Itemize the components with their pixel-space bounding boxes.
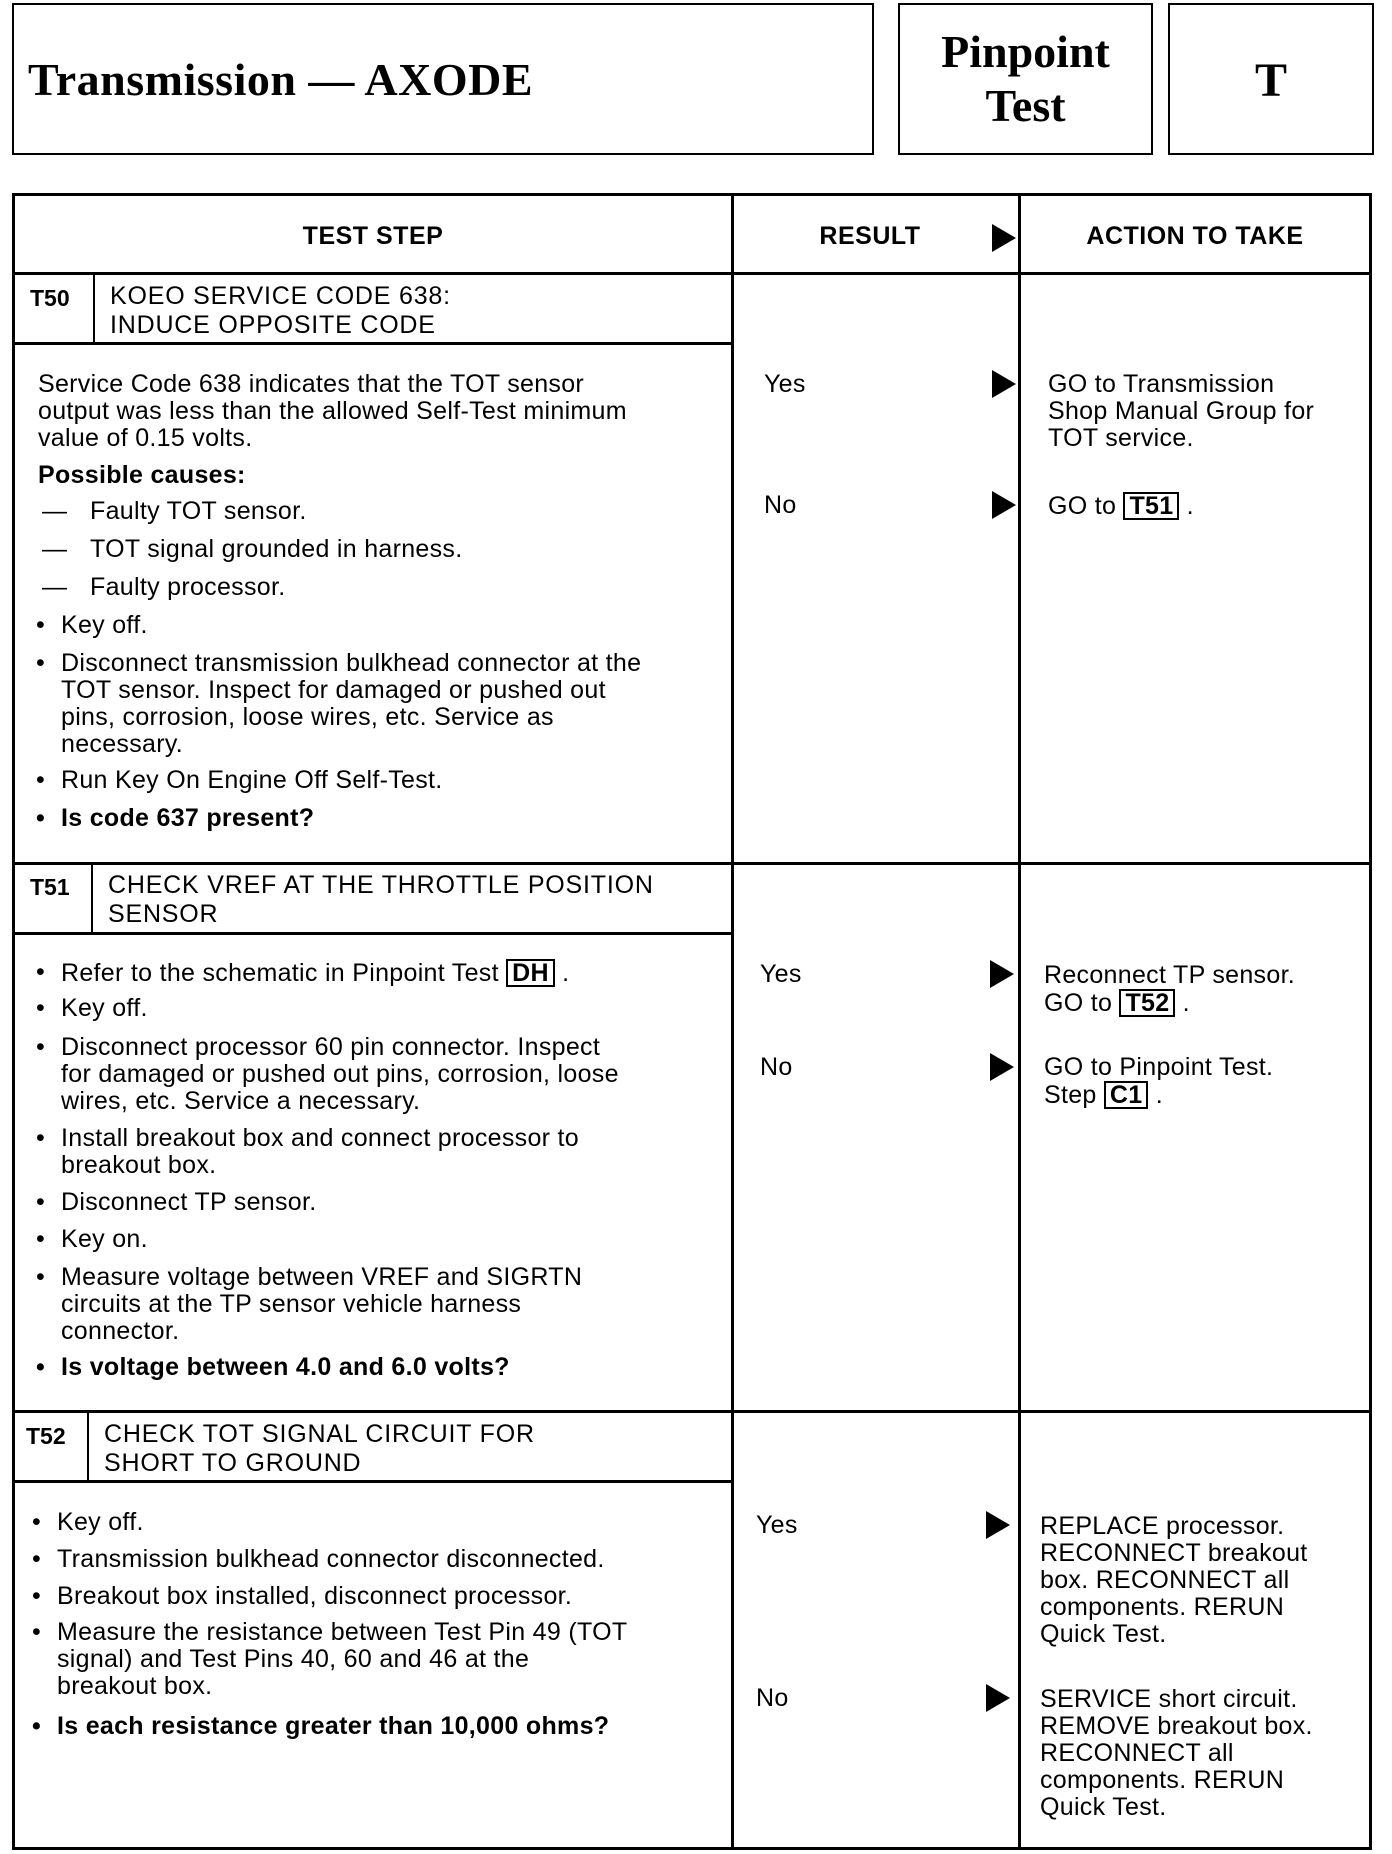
result-no: No xyxy=(764,491,797,519)
arrow-icon xyxy=(992,370,1016,398)
bullet-icon: • xyxy=(36,766,46,794)
column-header-result: RESULT xyxy=(819,222,921,250)
section-code: T xyxy=(1254,54,1287,107)
dash-icon: — xyxy=(42,573,68,601)
cause-item: Faulty TOT sensor. xyxy=(90,497,307,525)
bullet-icon: • xyxy=(36,804,46,832)
bullet-icon: • xyxy=(32,1508,42,1536)
step-question: Is voltage between 4.0 and 6.0 volts? xyxy=(61,1353,510,1381)
code-box xyxy=(1168,3,1374,155)
bullet-icon: • xyxy=(36,1188,46,1216)
step-reference: T52 xyxy=(1119,989,1175,1017)
result-no: No xyxy=(760,1053,793,1081)
step-reference: C1 xyxy=(1104,1081,1149,1109)
step-question: Is each resistance greater than 10,000 ohms? xyxy=(57,1712,610,1740)
bullet-icon: • xyxy=(36,1033,46,1061)
bullet-icon: • xyxy=(36,1225,46,1253)
result-yes: Yes xyxy=(764,370,806,398)
bullet-icon: • xyxy=(32,1712,42,1740)
bullet-icon: • xyxy=(36,1124,46,1152)
possible-causes-label: Possible causes: xyxy=(38,461,246,489)
column-header-action: ACTION TO TAKE xyxy=(1086,222,1304,250)
step-id: T51 xyxy=(30,874,70,900)
arrow-icon xyxy=(990,960,1014,988)
dash-icon: — xyxy=(42,497,68,525)
cause-item: Faulty processor. xyxy=(90,573,286,601)
bullet-icon: • xyxy=(36,994,46,1022)
step-id: T50 xyxy=(30,285,70,311)
bullet-icon: • xyxy=(36,958,46,986)
step-title: CHECK TOT SIGNAL CIRCUIT FOR SHORT TO GROUND xyxy=(104,1420,535,1477)
cause-item: TOT signal grounded in harness. xyxy=(90,535,463,563)
action-text: GO to T51 . xyxy=(1048,492,1194,520)
action-text: Reconnect TP sensor. GO to T52 . xyxy=(1044,961,1296,1017)
section-box xyxy=(898,3,1153,155)
bullet-icon: • xyxy=(36,611,46,639)
result-yes: Yes xyxy=(760,960,802,988)
action-text: GO to Pinpoint Test. Step C1 . xyxy=(1044,1053,1274,1109)
page-title: Transmission — AXODE xyxy=(28,54,534,105)
arrow-icon xyxy=(992,224,1016,252)
action-text: REPLACE processor. RECONNECT breakout box. RECONNECT all components. RERUN Quick Test. xyxy=(1040,1512,1308,1648)
bullet-icon: • xyxy=(36,1263,46,1291)
step-reference: T51 xyxy=(1123,492,1179,520)
step-question: Is code 637 present? xyxy=(61,804,315,832)
arrow-icon xyxy=(986,1511,1010,1539)
bullet-icon: • xyxy=(32,1582,42,1610)
bullet-icon: • xyxy=(32,1545,42,1573)
action-text: SERVICE short circuit. REMOVE breakout box. RECONNECT all components. RERUN Quick Test. xyxy=(1040,1685,1313,1821)
step-id: T52 xyxy=(26,1423,66,1449)
arrow-icon xyxy=(986,1684,1010,1712)
title-box xyxy=(12,3,874,155)
bullet-icon: • xyxy=(36,1353,46,1381)
step-title: CHECK VREF AT THE THROTTLE POSITION SENSOR xyxy=(108,871,654,928)
step-intro: Service Code 638 indicates that the TOT sensor output was less than the allowed Self-Test minimum value of 0.15 volts. xyxy=(38,370,627,452)
arrow-icon xyxy=(992,491,1016,519)
dash-icon: — xyxy=(42,535,68,563)
action-text: GO to Transmission Shop Manual Group for TOT service. xyxy=(1048,370,1315,452)
result-no: No xyxy=(756,1684,789,1712)
arrow-icon xyxy=(990,1053,1014,1081)
bullet-icon: • xyxy=(32,1618,42,1646)
step-reference: DH xyxy=(506,959,555,987)
bullet-icon: • xyxy=(36,649,46,677)
step-title: KOEO SERVICE CODE 638: INDUCE OPPOSITE CODE xyxy=(110,282,451,339)
section-label: Pinpoint Test xyxy=(941,26,1110,131)
result-yes: Yes xyxy=(756,1511,798,1539)
column-header-test-step: TEST STEP xyxy=(302,222,444,250)
